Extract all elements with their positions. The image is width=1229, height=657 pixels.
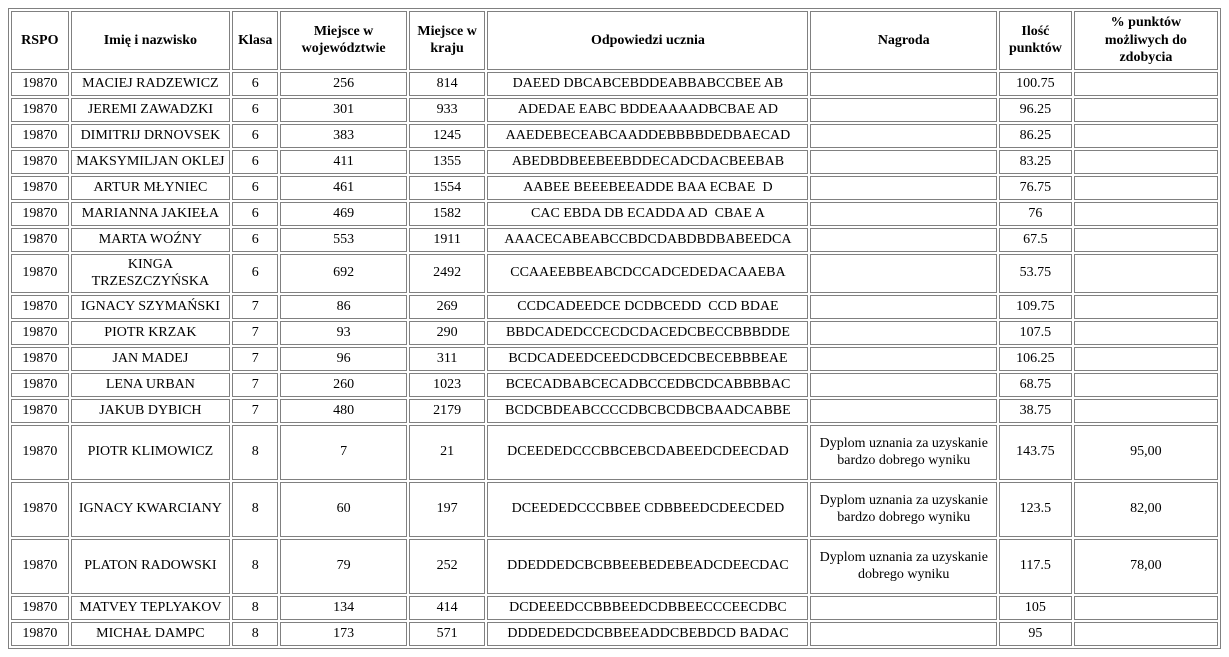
cell-rspo: 19870 (11, 399, 69, 423)
cell-answers: ADEDAE EABC BDDEAAAADBCBAE AD (487, 98, 808, 122)
header-row (11, 11, 1218, 70)
cell-award: Dyplom uznania za uzyskanie dobrego wyniku (810, 539, 997, 594)
cell-rspo: 19870 (11, 176, 69, 200)
cell-name: MICHAŁ DAMPC (71, 622, 230, 646)
cell-klasa: 7 (232, 373, 278, 397)
cell-percent (1074, 228, 1218, 252)
cell-rspo: 19870 (11, 150, 69, 174)
cell-kraj: 933 (409, 98, 486, 122)
cell-percent (1074, 373, 1218, 397)
cell-name: JAKUB DYBICH (71, 399, 230, 423)
cell-award (810, 228, 997, 252)
column-header-country-place: Miejsce w kraju (409, 11, 486, 70)
cell-answers: DCDEEEDCCBBBEEDCDBBEECCCEECDBC (487, 596, 808, 620)
cell-woj: 79 (280, 539, 406, 594)
cell-kraj: 1911 (409, 228, 486, 252)
table-row (11, 321, 1218, 345)
column-header-rspo: RSPO (11, 11, 69, 70)
cell-award (810, 622, 997, 646)
cell-kraj: 2179 (409, 399, 486, 423)
table-row (11, 622, 1218, 646)
cell-kraj: 252 (409, 539, 486, 594)
cell-klasa: 6 (232, 72, 278, 96)
table-row (11, 98, 1218, 122)
cell-points: 67.5 (999, 228, 1072, 252)
cell-percent: 95,00 (1074, 425, 1218, 480)
cell-rspo: 19870 (11, 321, 69, 345)
cell-rspo: 19870 (11, 202, 69, 226)
cell-answers: DCEEDEDCCCBBCEBCDABEEDCDEECDAD (487, 425, 808, 480)
table-row (11, 425, 1218, 480)
cell-award (810, 596, 997, 620)
results-table (8, 8, 1221, 649)
table-row (11, 72, 1218, 96)
cell-answers: BCDCBDEABCCCCDBCBCDBCBAADCABBE (487, 399, 808, 423)
table-row (11, 482, 1218, 537)
cell-kraj: 2492 (409, 254, 486, 293)
cell-answers: DCEEDEDCCCBBEE CDBBEEDCDEECDED (487, 482, 808, 537)
cell-award (810, 347, 997, 371)
table-row (11, 539, 1218, 594)
cell-kraj: 290 (409, 321, 486, 345)
cell-percent (1074, 72, 1218, 96)
cell-name: MARIANNA JAKIEŁA (71, 202, 230, 226)
cell-kraj: 21 (409, 425, 486, 480)
table-row (11, 295, 1218, 319)
cell-klasa: 7 (232, 295, 278, 319)
cell-woj: 134 (280, 596, 406, 620)
cell-woj: 7 (280, 425, 406, 480)
cell-rspo: 19870 (11, 596, 69, 620)
cell-name: DIMITRIJ DRNOVSEK (71, 124, 230, 148)
cell-award (810, 98, 997, 122)
cell-klasa: 6 (232, 202, 278, 226)
cell-points: 106.25 (999, 347, 1072, 371)
cell-woj: 692 (280, 254, 406, 293)
cell-kraj: 571 (409, 622, 486, 646)
cell-woj: 173 (280, 622, 406, 646)
cell-klasa: 6 (232, 254, 278, 293)
cell-name: IGNACY SZYMAŃSKI (71, 295, 230, 319)
cell-name: MARTA WOŹNY (71, 228, 230, 252)
cell-name: PLATON RADOWSKI (71, 539, 230, 594)
table-header (11, 11, 1218, 70)
cell-points: 68.75 (999, 373, 1072, 397)
cell-klasa: 8 (232, 622, 278, 646)
cell-points: 76 (999, 202, 1072, 226)
cell-name: MAKSYMILJAN OKLEJ (71, 150, 230, 174)
cell-rspo: 19870 (11, 72, 69, 96)
cell-percent (1074, 347, 1218, 371)
cell-klasa: 7 (232, 321, 278, 345)
cell-woj: 461 (280, 176, 406, 200)
cell-percent (1074, 202, 1218, 226)
cell-woj: 301 (280, 98, 406, 122)
cell-answers: BBDCADEDCCECDCDACEDCBECCBBBDDE (487, 321, 808, 345)
cell-answers: DAEED DBCABCEBDDEABBABCCBEE AB (487, 72, 808, 96)
cell-kraj: 414 (409, 596, 486, 620)
table-row (11, 254, 1218, 293)
cell-name: LENA URBAN (71, 373, 230, 397)
cell-award (810, 399, 997, 423)
cell-woj: 86 (280, 295, 406, 319)
cell-name: MACIEJ RADZEWICZ (71, 72, 230, 96)
table-row (11, 373, 1218, 397)
cell-points: 96.25 (999, 98, 1072, 122)
cell-award (810, 176, 997, 200)
cell-rspo: 19870 (11, 539, 69, 594)
cell-rspo: 19870 (11, 482, 69, 537)
cell-percent: 78,00 (1074, 539, 1218, 594)
table-row (11, 124, 1218, 148)
cell-rspo: 19870 (11, 622, 69, 646)
cell-rspo: 19870 (11, 98, 69, 122)
cell-points: 76.75 (999, 176, 1072, 200)
cell-award (810, 202, 997, 226)
cell-award: Dyplom uznania za uzyskanie bardzo dobrego wyniku (810, 425, 997, 480)
cell-klasa: 6 (232, 98, 278, 122)
cell-answers: AAACECABEABCCBDCDABDBDBABEEDCA (487, 228, 808, 252)
cell-kraj: 1582 (409, 202, 486, 226)
cell-kraj: 269 (409, 295, 486, 319)
cell-kraj: 1245 (409, 124, 486, 148)
table-row (11, 176, 1218, 200)
cell-award (810, 295, 997, 319)
cell-answers: AAEDEBECEABCAADDEBBBBDEDBAECAD (487, 124, 808, 148)
cell-answers: CCAAEEBBEABCDCCADCEDEDACAAEBA (487, 254, 808, 293)
cell-woj: 480 (280, 399, 406, 423)
cell-percent (1074, 98, 1218, 122)
cell-woj: 383 (280, 124, 406, 148)
cell-percent (1074, 254, 1218, 293)
cell-rspo: 19870 (11, 295, 69, 319)
column-header-award: Nagroda (810, 11, 997, 70)
table-row (11, 596, 1218, 620)
cell-award (810, 321, 997, 345)
cell-award (810, 150, 997, 174)
table-row (11, 202, 1218, 226)
cell-kraj: 311 (409, 347, 486, 371)
cell-klasa: 7 (232, 399, 278, 423)
cell-percent (1074, 176, 1218, 200)
table-row (11, 399, 1218, 423)
cell-name: PIOTR KRZAK (71, 321, 230, 345)
cell-klasa: 8 (232, 425, 278, 480)
cell-kraj: 1023 (409, 373, 486, 397)
cell-woj: 96 (280, 347, 406, 371)
cell-klasa: 6 (232, 228, 278, 252)
cell-answers: CCDCADEEDCE DCDBCEDD CCD BDAE (487, 295, 808, 319)
cell-woj: 411 (280, 150, 406, 174)
cell-rspo: 19870 (11, 373, 69, 397)
cell-woj: 260 (280, 373, 406, 397)
cell-percent (1074, 295, 1218, 319)
cell-woj: 60 (280, 482, 406, 537)
column-header-province-place: Miejsce w województwie (280, 11, 406, 70)
cell-percent (1074, 150, 1218, 174)
cell-name: PIOTR KLIMOWICZ (71, 425, 230, 480)
cell-klasa: 8 (232, 539, 278, 594)
cell-name: ARTUR MŁYNIEC (71, 176, 230, 200)
cell-name: JEREMI ZAWADZKI (71, 98, 230, 122)
column-header-class: Klasa (232, 11, 278, 70)
cell-name: JAN MADEJ (71, 347, 230, 371)
cell-klasa: 8 (232, 596, 278, 620)
cell-answers: BCDCADEEDCEEDCDBCEDCBECEBBBEAE (487, 347, 808, 371)
cell-answers: BCECADBABCECADBCCEDBCDCABBBBAC (487, 373, 808, 397)
table-body (11, 72, 1218, 646)
cell-rspo: 19870 (11, 228, 69, 252)
cell-kraj: 814 (409, 72, 486, 96)
column-header-points: Ilość punktów (999, 11, 1072, 70)
cell-award (810, 72, 997, 96)
cell-points: 100.75 (999, 72, 1072, 96)
cell-award: Dyplom uznania za uzyskanie bardzo dobrego wyniku (810, 482, 997, 537)
cell-percent: 82,00 (1074, 482, 1218, 537)
cell-klasa: 7 (232, 347, 278, 371)
cell-rspo: 19870 (11, 124, 69, 148)
cell-points: 107.5 (999, 321, 1072, 345)
cell-award (810, 254, 997, 293)
cell-klasa: 8 (232, 482, 278, 537)
cell-kraj: 197 (409, 482, 486, 537)
cell-points: 53.75 (999, 254, 1072, 293)
table-row (11, 228, 1218, 252)
cell-rspo: 19870 (11, 254, 69, 293)
column-header-student-answers: Odpowiedzi ucznia (487, 11, 808, 70)
cell-award (810, 124, 997, 148)
cell-rspo: 19870 (11, 425, 69, 480)
cell-answers: DDEDDEDCBCBBEEBEDEBEADCDEECDAC (487, 539, 808, 594)
cell-answers: AABEE BEEEBEEADDE BAA ECBAE D (487, 176, 808, 200)
cell-award (810, 373, 997, 397)
cell-points: 143.75 (999, 425, 1072, 480)
cell-percent (1074, 399, 1218, 423)
cell-points: 86.25 (999, 124, 1072, 148)
cell-name: KINGA TRZESZCZYŃSKA (71, 254, 230, 293)
cell-name: MATVEY TEPLYAKOV (71, 596, 230, 620)
cell-klasa: 6 (232, 150, 278, 174)
cell-woj: 93 (280, 321, 406, 345)
cell-points: 95 (999, 622, 1072, 646)
cell-percent (1074, 321, 1218, 345)
cell-woj: 469 (280, 202, 406, 226)
cell-kraj: 1554 (409, 176, 486, 200)
cell-rspo: 19870 (11, 347, 69, 371)
cell-percent (1074, 622, 1218, 646)
cell-points: 83.25 (999, 150, 1072, 174)
table-row (11, 347, 1218, 371)
cell-klasa: 6 (232, 124, 278, 148)
table-row (11, 150, 1218, 174)
column-header-name: Imię i nazwisko (71, 11, 230, 70)
cell-percent (1074, 124, 1218, 148)
cell-answers: CAC EBDA DB ECADDA AD CBAE A (487, 202, 808, 226)
cell-points: 117.5 (999, 539, 1072, 594)
cell-points: 109.75 (999, 295, 1072, 319)
cell-points: 105 (999, 596, 1072, 620)
cell-answers: DDDEDEDCDCBBEEADDCBEBDCD BADAC (487, 622, 808, 646)
cell-points: 38.75 (999, 399, 1072, 423)
cell-woj: 553 (280, 228, 406, 252)
cell-name: IGNACY KWARCIANY (71, 482, 230, 537)
cell-percent (1074, 596, 1218, 620)
cell-woj: 256 (280, 72, 406, 96)
cell-answers: ABEDBDBEEBEEBDDECADCDACBEEBAB (487, 150, 808, 174)
cell-kraj: 1355 (409, 150, 486, 174)
cell-klasa: 6 (232, 176, 278, 200)
cell-points: 123.5 (999, 482, 1072, 537)
column-header-percent: % punktów możliwych do zdobycia (1074, 11, 1218, 70)
